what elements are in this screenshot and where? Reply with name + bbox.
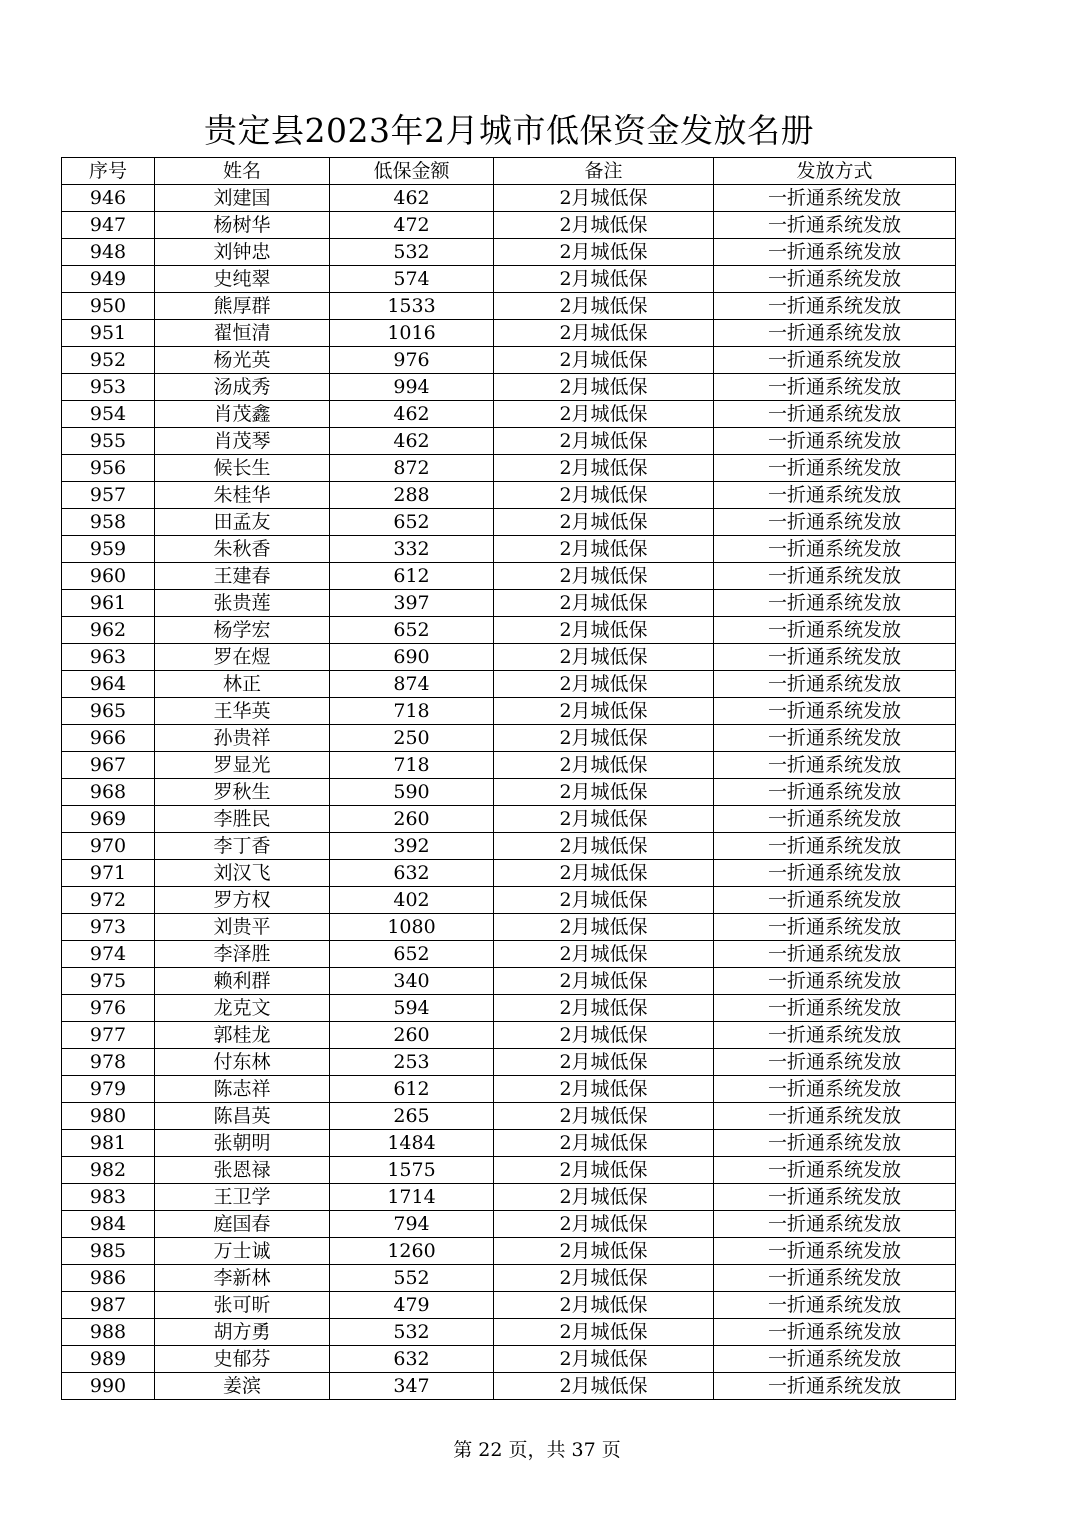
cell-method: 一折通系统发放 (714, 1184, 956, 1211)
cell-index: 964 (62, 671, 155, 698)
cell-amount: 874 (330, 671, 494, 698)
cell-index: 962 (62, 617, 155, 644)
cell-method: 一折通系统发放 (714, 347, 956, 374)
table-row (62, 1049, 956, 1076)
cell-name: 张可昕 (155, 1292, 330, 1319)
table-row (62, 644, 956, 671)
cell-method: 一折通系统发放 (714, 455, 956, 482)
cell-index: 948 (62, 239, 155, 266)
cell-method: 一折通系统发放 (714, 563, 956, 590)
cell-amount: 1016 (330, 320, 494, 347)
table-row (62, 752, 956, 779)
table-row (62, 266, 956, 293)
cell-remark: 2月城低保 (494, 401, 714, 428)
table-row (62, 671, 956, 698)
cell-remark: 2月城低保 (494, 833, 714, 860)
cell-amount: 612 (330, 1076, 494, 1103)
cell-remark: 2月城低保 (494, 1157, 714, 1184)
cell-amount: 1575 (330, 1157, 494, 1184)
cell-method: 一折通系统发放 (714, 293, 956, 320)
cell-amount: 1714 (330, 1184, 494, 1211)
cell-name: 张恩禄 (155, 1157, 330, 1184)
table-row (62, 455, 956, 482)
cell-name: 张朝明 (155, 1130, 330, 1157)
cell-amount: 612 (330, 563, 494, 590)
cell-name: 田孟友 (155, 509, 330, 536)
cell-method: 一折通系统发放 (714, 428, 956, 455)
cell-index: 973 (62, 914, 155, 941)
cell-remark: 2月城低保 (494, 725, 714, 752)
cell-index: 959 (62, 536, 155, 563)
cell-index: 957 (62, 482, 155, 509)
cell-index: 956 (62, 455, 155, 482)
cell-method: 一折通系统发放 (714, 1022, 956, 1049)
cell-index: 958 (62, 509, 155, 536)
cell-name: 刘贵平 (155, 914, 330, 941)
cell-index: 989 (62, 1346, 155, 1373)
cell-name: 朱秋香 (155, 536, 330, 563)
table-body (62, 185, 956, 1400)
cell-remark: 2月城低保 (494, 698, 714, 725)
cell-remark: 2月城低保 (494, 428, 714, 455)
cell-amount: 632 (330, 1346, 494, 1373)
table-row (62, 482, 956, 509)
cell-amount: 590 (330, 779, 494, 806)
cell-remark: 2月城低保 (494, 887, 714, 914)
cell-remark: 2月城低保 (494, 968, 714, 995)
cell-remark: 2月城低保 (494, 1373, 714, 1400)
cell-index: 955 (62, 428, 155, 455)
cell-remark: 2月城低保 (494, 563, 714, 590)
cell-name: 万士诚 (155, 1238, 330, 1265)
cell-index: 946 (62, 185, 155, 212)
cell-index: 969 (62, 806, 155, 833)
cell-index: 965 (62, 698, 155, 725)
cell-amount: 632 (330, 860, 494, 887)
cell-index: 974 (62, 941, 155, 968)
cell-index: 984 (62, 1211, 155, 1238)
table-row (62, 1076, 956, 1103)
cell-remark: 2月城低保 (494, 1103, 714, 1130)
cell-remark: 2月城低保 (494, 509, 714, 536)
table-row (62, 941, 956, 968)
cell-method: 一折通系统发放 (714, 887, 956, 914)
cell-method: 一折通系统发放 (714, 239, 956, 266)
cell-method: 一折通系统发放 (714, 1373, 956, 1400)
cell-remark: 2月城低保 (494, 1265, 714, 1292)
cell-remark: 2月城低保 (494, 1319, 714, 1346)
table-row (62, 1022, 956, 1049)
cell-name: 肖茂琴 (155, 428, 330, 455)
table-row (62, 1211, 956, 1238)
table-row (62, 563, 956, 590)
cell-amount: 532 (330, 239, 494, 266)
cell-remark: 2月城低保 (494, 860, 714, 887)
cell-method: 一折通系统发放 (714, 1346, 956, 1373)
cell-index: 981 (62, 1130, 155, 1157)
table-row (62, 617, 956, 644)
column-header-name: 姓名 (155, 158, 330, 185)
cell-amount: 652 (330, 941, 494, 968)
cell-amount: 397 (330, 590, 494, 617)
cell-remark: 2月城低保 (494, 320, 714, 347)
cell-index: 985 (62, 1238, 155, 1265)
table-row (62, 212, 956, 239)
cell-name: 刘钟忠 (155, 239, 330, 266)
cell-name: 翟恒清 (155, 320, 330, 347)
table-row (62, 1373, 956, 1400)
cell-method: 一折通系统发放 (714, 212, 956, 239)
table-row (62, 860, 956, 887)
table-row (62, 833, 956, 860)
cell-amount: 462 (330, 185, 494, 212)
page-footer: 第 22 页，共 37 页 (453, 1439, 621, 1461)
cell-remark: 2月城低保 (494, 779, 714, 806)
cell-amount: 690 (330, 644, 494, 671)
cell-method: 一折通系统发放 (714, 1211, 956, 1238)
table-row (62, 293, 956, 320)
cell-index: 970 (62, 833, 155, 860)
cell-amount: 479 (330, 1292, 494, 1319)
cell-name: 李丁香 (155, 833, 330, 860)
table-row (62, 428, 956, 455)
cell-method: 一折通系统发放 (714, 1130, 956, 1157)
cell-name: 罗方权 (155, 887, 330, 914)
cell-amount: 794 (330, 1211, 494, 1238)
cell-amount: 260 (330, 1022, 494, 1049)
cell-amount: 1260 (330, 1238, 494, 1265)
cell-remark: 2月城低保 (494, 806, 714, 833)
cell-method: 一折通系统发放 (714, 185, 956, 212)
cell-remark: 2月城低保 (494, 671, 714, 698)
table-row (62, 1346, 956, 1373)
cell-method: 一折通系统发放 (714, 1103, 956, 1130)
table-row (62, 1103, 956, 1130)
cell-remark: 2月城低保 (494, 941, 714, 968)
table-row (62, 1130, 956, 1157)
cell-name: 李泽胜 (155, 941, 330, 968)
cell-index: 982 (62, 1157, 155, 1184)
cell-method: 一折通系统发放 (714, 401, 956, 428)
cell-index: 988 (62, 1319, 155, 1346)
cell-name: 胡方勇 (155, 1319, 330, 1346)
cell-remark: 2月城低保 (494, 1184, 714, 1211)
cell-remark: 2月城低保 (494, 1076, 714, 1103)
cell-index: 960 (62, 563, 155, 590)
cell-name: 罗在煜 (155, 644, 330, 671)
cell-remark: 2月城低保 (494, 914, 714, 941)
cell-remark: 2月城低保 (494, 482, 714, 509)
cell-remark: 2月城低保 (494, 212, 714, 239)
cell-method: 一折通系统发放 (714, 320, 956, 347)
cell-method: 一折通系统发放 (714, 1049, 956, 1076)
cell-method: 一折通系统发放 (714, 752, 956, 779)
cell-remark: 2月城低保 (494, 1211, 714, 1238)
cell-method: 一折通系统发放 (714, 1076, 956, 1103)
cell-method: 一折通系统发放 (714, 482, 956, 509)
cell-index: 963 (62, 644, 155, 671)
cell-remark: 2月城低保 (494, 293, 714, 320)
cell-remark: 2月城低保 (494, 1049, 714, 1076)
column-header-remark: 备注 (494, 158, 714, 185)
cell-amount: 462 (330, 401, 494, 428)
cell-remark: 2月城低保 (494, 617, 714, 644)
cell-amount: 552 (330, 1265, 494, 1292)
cell-amount: 340 (330, 968, 494, 995)
cell-method: 一折通系统发放 (714, 698, 956, 725)
cell-method: 一折通系统发放 (714, 806, 956, 833)
table-row (62, 725, 956, 752)
cell-name: 王建春 (155, 563, 330, 590)
cell-method: 一折通系统发放 (714, 833, 956, 860)
cell-index: 947 (62, 212, 155, 239)
table-row (62, 995, 956, 1022)
cell-amount: 976 (330, 347, 494, 374)
cell-method: 一折通系统发放 (714, 1319, 956, 1346)
table-row (62, 239, 956, 266)
cell-name: 付东林 (155, 1049, 330, 1076)
table-row (62, 914, 956, 941)
cell-name: 杨树华 (155, 212, 330, 239)
cell-remark: 2月城低保 (494, 374, 714, 401)
cell-amount: 392 (330, 833, 494, 860)
table-row (62, 779, 956, 806)
cell-remark: 2月城低保 (494, 347, 714, 374)
cell-method: 一折通系统发放 (714, 941, 956, 968)
cell-remark: 2月城低保 (494, 1238, 714, 1265)
page-title: 贵定县2023年2月城市低保资金发放名册 (204, 111, 814, 150)
cell-amount: 594 (330, 995, 494, 1022)
cell-amount: 1484 (330, 1130, 494, 1157)
cell-remark: 2月城低保 (494, 995, 714, 1022)
cell-index: 954 (62, 401, 155, 428)
cell-index: 972 (62, 887, 155, 914)
cell-amount: 288 (330, 482, 494, 509)
cell-amount: 718 (330, 752, 494, 779)
cell-amount: 652 (330, 617, 494, 644)
cell-index: 986 (62, 1265, 155, 1292)
cell-amount: 332 (330, 536, 494, 563)
table-row (62, 1157, 956, 1184)
cell-name: 陈昌英 (155, 1103, 330, 1130)
cell-name: 林正 (155, 671, 330, 698)
cell-remark: 2月城低保 (494, 1130, 714, 1157)
column-header-amount: 低保金额 (330, 158, 494, 185)
cell-method: 一折通系统发放 (714, 1157, 956, 1184)
cell-name: 孙贵祥 (155, 725, 330, 752)
cell-index: 979 (62, 1076, 155, 1103)
table-row (62, 1265, 956, 1292)
column-header-index: 序号 (62, 158, 155, 185)
cell-name: 张贵莲 (155, 590, 330, 617)
cell-method: 一折通系统发放 (714, 995, 956, 1022)
cell-amount: 250 (330, 725, 494, 752)
table-row (62, 401, 956, 428)
cell-name: 李新林 (155, 1265, 330, 1292)
table-row (62, 1319, 956, 1346)
cell-remark: 2月城低保 (494, 1022, 714, 1049)
cell-amount: 472 (330, 212, 494, 239)
cell-method: 一折通系统发放 (714, 1238, 956, 1265)
cell-remark: 2月城低保 (494, 1292, 714, 1319)
cell-index: 952 (62, 347, 155, 374)
cell-name: 汤成秀 (155, 374, 330, 401)
cell-amount: 462 (330, 428, 494, 455)
cell-amount: 872 (330, 455, 494, 482)
cell-name: 杨光英 (155, 347, 330, 374)
cell-amount: 347 (330, 1373, 494, 1400)
cell-name: 候长生 (155, 455, 330, 482)
cell-remark: 2月城低保 (494, 644, 714, 671)
table-row (62, 185, 956, 212)
table-row (62, 1184, 956, 1211)
roster-table (61, 157, 956, 1400)
cell-amount: 253 (330, 1049, 494, 1076)
table-row (62, 698, 956, 725)
cell-remark: 2月城低保 (494, 239, 714, 266)
cell-method: 一折通系统发放 (714, 590, 956, 617)
cell-index: 983 (62, 1184, 155, 1211)
cell-name: 王华英 (155, 698, 330, 725)
cell-name: 陈志祥 (155, 1076, 330, 1103)
table-row (62, 590, 956, 617)
cell-name: 李胜民 (155, 806, 330, 833)
cell-method: 一折通系统发放 (714, 725, 956, 752)
cell-index: 976 (62, 995, 155, 1022)
cell-amount: 574 (330, 266, 494, 293)
cell-method: 一折通系统发放 (714, 374, 956, 401)
cell-method: 一折通系统发放 (714, 266, 956, 293)
cell-index: 975 (62, 968, 155, 995)
cell-index: 987 (62, 1292, 155, 1319)
cell-remark: 2月城低保 (494, 1346, 714, 1373)
cell-name: 郭桂龙 (155, 1022, 330, 1049)
cell-amount: 652 (330, 509, 494, 536)
cell-method: 一折通系统发放 (714, 860, 956, 887)
cell-name: 姜滨 (155, 1373, 330, 1400)
cell-index: 961 (62, 590, 155, 617)
cell-amount: 532 (330, 1319, 494, 1346)
cell-method: 一折通系统发放 (714, 914, 956, 941)
cell-remark: 2月城低保 (494, 455, 714, 482)
cell-index: 967 (62, 752, 155, 779)
table-row (62, 509, 956, 536)
cell-method: 一折通系统发放 (714, 1292, 956, 1319)
cell-amount: 718 (330, 698, 494, 725)
table-row (62, 887, 956, 914)
table-row (62, 1238, 956, 1265)
cell-amount: 1533 (330, 293, 494, 320)
cell-method: 一折通系统发放 (714, 644, 956, 671)
cell-method: 一折通系统发放 (714, 779, 956, 806)
cell-amount: 402 (330, 887, 494, 914)
cell-name: 庭国春 (155, 1211, 330, 1238)
cell-index: 977 (62, 1022, 155, 1049)
cell-name: 熊厚群 (155, 293, 330, 320)
cell-name: 罗显光 (155, 752, 330, 779)
table-header-row (62, 158, 956, 185)
cell-method: 一折通系统发放 (714, 617, 956, 644)
cell-index: 990 (62, 1373, 155, 1400)
cell-method: 一折通系统发放 (714, 536, 956, 563)
cell-index: 949 (62, 266, 155, 293)
cell-index: 966 (62, 725, 155, 752)
cell-name: 朱桂华 (155, 482, 330, 509)
table-row (62, 1292, 956, 1319)
cell-name: 罗秋生 (155, 779, 330, 806)
table-row (62, 374, 956, 401)
cell-amount: 994 (330, 374, 494, 401)
cell-remark: 2月城低保 (494, 185, 714, 212)
cell-name: 史纯翠 (155, 266, 330, 293)
cell-name: 史郁芬 (155, 1346, 330, 1373)
cell-index: 971 (62, 860, 155, 887)
cell-method: 一折通系统发放 (714, 671, 956, 698)
table-row (62, 806, 956, 833)
cell-method: 一折通系统发放 (714, 968, 956, 995)
cell-name: 刘汉飞 (155, 860, 330, 887)
table-row (62, 968, 956, 995)
cell-method: 一折通系统发放 (714, 1265, 956, 1292)
cell-remark: 2月城低保 (494, 266, 714, 293)
cell-amount: 1080 (330, 914, 494, 941)
cell-amount: 260 (330, 806, 494, 833)
column-header-method: 发放方式 (714, 158, 956, 185)
cell-index: 978 (62, 1049, 155, 1076)
table-row (62, 347, 956, 374)
cell-amount: 265 (330, 1103, 494, 1130)
cell-name: 赖利群 (155, 968, 330, 995)
cell-index: 951 (62, 320, 155, 347)
cell-index: 950 (62, 293, 155, 320)
cell-index: 968 (62, 779, 155, 806)
cell-remark: 2月城低保 (494, 752, 714, 779)
cell-name: 龙克文 (155, 995, 330, 1022)
cell-remark: 2月城低保 (494, 590, 714, 617)
cell-name: 王卫学 (155, 1184, 330, 1211)
table-row (62, 536, 956, 563)
cell-index: 980 (62, 1103, 155, 1130)
cell-name: 杨学宏 (155, 617, 330, 644)
cell-index: 953 (62, 374, 155, 401)
cell-name: 刘建国 (155, 185, 330, 212)
cell-method: 一折通系统发放 (714, 509, 956, 536)
cell-name: 肖茂鑫 (155, 401, 330, 428)
cell-remark: 2月城低保 (494, 536, 714, 563)
table-row (62, 320, 956, 347)
